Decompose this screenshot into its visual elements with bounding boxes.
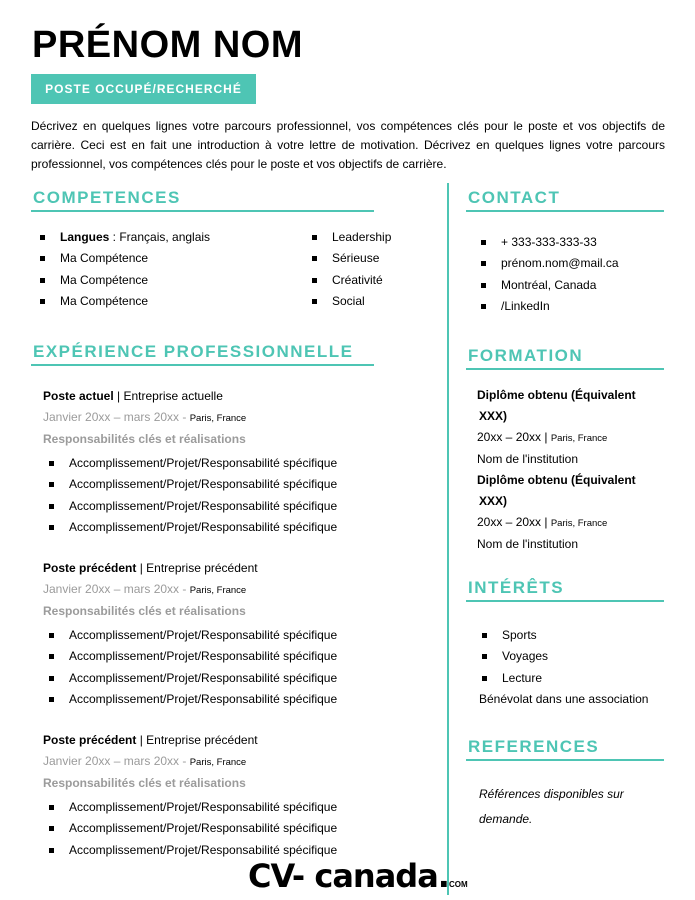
list-item: Ma Compétence <box>40 270 210 291</box>
list-item: Sérieuse <box>312 248 391 269</box>
institution-name: Nom de l'institution <box>477 452 579 466</box>
list-item: Accomplissement/Projet/Responsabilité spécifique <box>49 797 337 818</box>
list-item: Accomplissement/Projet/Responsabilité spécifique <box>49 646 337 667</box>
formation-entries <box>477 385 662 555</box>
competences-underline <box>31 210 374 212</box>
email-item: prénom.nom@mail.ca <box>481 253 619 274</box>
interets-title: INTÉRÊTS <box>468 578 565 597</box>
job-company: Entreprise précédent <box>146 561 258 575</box>
references-line-2: demande. <box>479 812 533 826</box>
list-item: Accomplissement/Projet/Responsabilité spécifique <box>49 668 337 689</box>
degree-title: Diplôme obtenu (Équivalent <box>477 388 636 402</box>
languages-label: Langues <box>60 230 110 244</box>
phone-item: + 333-333-333-33 <box>481 232 619 253</box>
list-item <box>40 227 210 248</box>
job-company: Entreprise précédent <box>146 733 258 747</box>
list-item: Accomplissement/Projet/Responsabilité spécifique <box>49 625 337 646</box>
list-item: Voyages <box>482 646 548 667</box>
job-responsibilities-heading: Responsabilités clés et réalisations <box>43 776 246 790</box>
job-entry-2 <box>43 558 337 710</box>
job-accomplishments <box>49 453 337 538</box>
competences-title: COMPETENCES <box>33 188 181 207</box>
list-item: Ma Compétence <box>40 291 210 312</box>
job-separator: | <box>113 389 124 403</box>
cv-canada-logo <box>248 858 468 894</box>
job-location: Paris, France <box>189 585 247 596</box>
job-separator: | <box>136 561 147 575</box>
contact-title: CONTACT <box>468 188 561 207</box>
list-item: Sports <box>482 625 548 646</box>
job-location: Paris, France <box>189 757 247 768</box>
job-company: Entreprise actuelle <box>123 389 223 403</box>
references-underline <box>466 759 664 761</box>
references-title: REFERENCES <box>468 737 600 756</box>
experience-underline <box>31 364 374 366</box>
interets-extra: Bénévolat dans une association <box>479 692 649 706</box>
job-title: Poste précédent <box>43 561 137 575</box>
institution-name: Nom de l'institution <box>477 537 579 551</box>
languages-value: : Français, anglais <box>109 230 211 244</box>
job-separator: | <box>136 733 147 747</box>
competences-right-list <box>312 227 391 312</box>
degree-location: Paris, France <box>550 518 608 529</box>
logo-suffix: COM <box>448 880 468 889</box>
degree-title: Diplôme obtenu (Équivalent <box>477 473 636 487</box>
contact-underline <box>466 210 664 212</box>
degree-dates: 20xx – 20xx | <box>477 430 551 444</box>
job-dates: Janvier 20xx – mars 20xx - <box>43 410 190 424</box>
candidate-name: PRÉNOM NOM <box>32 24 303 66</box>
location-item: Montréal, Canada <box>481 275 619 296</box>
degree-title-cont: XXX) <box>479 409 508 423</box>
linkedin-item: /LinkedIn <box>481 296 619 317</box>
job-accomplishments <box>49 625 337 710</box>
job-title: Poste précédent <box>43 733 137 747</box>
job-responsibilities-heading: Responsabilités clés et réalisations <box>43 604 246 618</box>
interets-underline <box>466 600 664 602</box>
position-badge: POSTE OCCUPÉ/RECHERCHÉ <box>31 74 256 104</box>
list-item: Accomplissement/Projet/Responsabilité spécifique <box>49 818 337 839</box>
column-divider <box>447 183 449 895</box>
contact-list <box>481 232 619 317</box>
list-item: Leadership <box>312 227 391 248</box>
job-responsibilities-heading: Responsabilités clés et réalisations <box>43 432 246 446</box>
list-item: Accomplissement/Projet/Responsabilité spécifique <box>49 453 337 474</box>
list-item: Accomplissement/Projet/Responsabilité spécifique <box>49 517 337 538</box>
list-item: Ma Compétence <box>40 248 210 269</box>
job-dates: Janvier 20xx – mars 20xx - <box>43 754 190 768</box>
list-item: Lecture <box>482 668 548 689</box>
degree-title-cont: XXX) <box>479 494 508 508</box>
degree-dates: 20xx – 20xx | <box>477 515 551 529</box>
job-entry-1 <box>43 386 337 538</box>
degree-location: Paris, France <box>550 433 608 444</box>
list-item: Accomplissement/Projet/Responsabilité spécifique <box>49 689 337 710</box>
list-item: Accomplissement/Projet/Responsabilité spécifique <box>49 840 337 861</box>
job-location: Paris, France <box>189 413 247 424</box>
job-title: Poste actuel <box>43 389 114 403</box>
interets-list <box>482 625 548 689</box>
formation-underline <box>466 368 664 370</box>
list-item: Créativité <box>312 270 391 291</box>
job-accomplishments <box>49 797 337 861</box>
logo-text: CV- canada. <box>248 857 449 895</box>
references-line-1: Références disponibles sur <box>479 787 624 801</box>
list-item: Accomplissement/Projet/Responsabilité spécifique <box>49 474 337 495</box>
list-item: Accomplissement/Projet/Responsabilité spécifique <box>49 496 337 517</box>
experience-title: EXPÉRIENCE PROFESSIONNELLE <box>33 342 354 361</box>
intro-paragraph: Décrivez en quelques lignes votre parcours professionnel, vos compétences clés pour le poste et vos objectifs de carrière. Ceci est en fait une introduction à votre lettre de motivation. Décrivez en quelques lignes votre parcours professionnel, vos compétences clés pour le poste et vos objectifs de carrière. <box>31 119 665 171</box>
list-item: Social <box>312 291 391 312</box>
competences-left-list <box>40 227 210 312</box>
formation-title: FORMATION <box>468 346 584 365</box>
job-entry-3 <box>43 730 337 861</box>
job-dates: Janvier 20xx – mars 20xx - <box>43 582 190 596</box>
